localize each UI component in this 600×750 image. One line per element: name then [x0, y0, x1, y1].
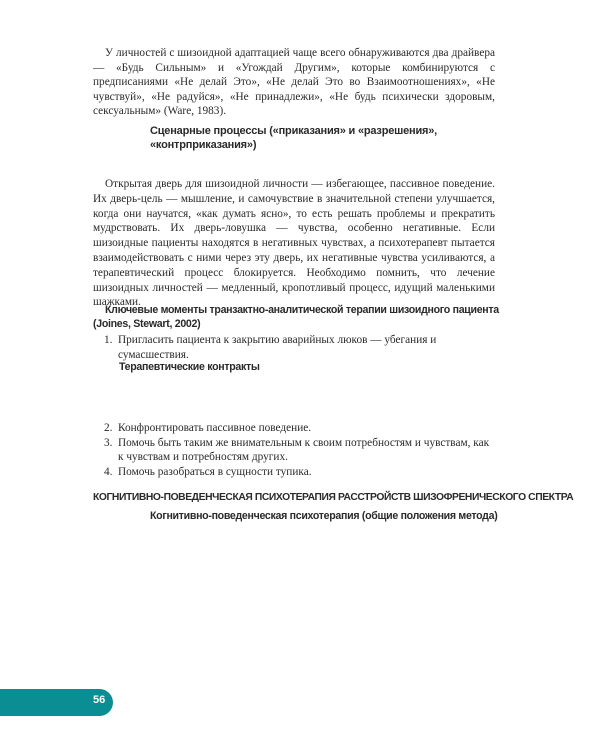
- subheading-scenario-processes: Сценарные процессы («приказания» и «разрешения», «контрприказания»): [150, 125, 438, 151]
- list-item-text: Пригласить пациента к закрытию аварийных люков — убегания и сумасшествия.: [118, 334, 437, 361]
- section-heading-cbt: КОГНИТИВНО-ПОВЕДЕНЧЕСКАЯ ПСИХОТЕРАПИЯ РАССТРОЙСТВ ШИЗОФРЕНИЧЕСКОГО СПЕКТРА: [93, 492, 574, 503]
- list-item-number: 1.: [104, 334, 113, 346]
- list-item-number: 4.: [104, 465, 113, 478]
- list-item-text: Помочь быть таким же внимательным к своим потребностям и чувствам, как к чувствам и потребностям других.: [118, 436, 490, 464]
- subheading-key-moments: Ключевые моменты транзактно-аналитической терапии шизоидного пациента (Joines, Stewart, 2002): [93, 304, 499, 330]
- list-item: [93, 465, 495, 480]
- paragraph-open-door: Открытая дверь для шизоидной личности — избегающее, пассивное поведение. Их дверь-цель — мышление, и самочувствие в значительной степени улучшается, когда они научатся, «как думать ясно», то есть решать проблемы и прекратить мудрствовать. Их дверь-ловушка — чувства, особенно негативные. Если шизоидные пациенты находятся в негативных чувствах, а психотерапевт пытается взаимодействовать с ними через эту дверь, их негативные чувства усиливаются, а терапевтический процесс блокируется. Необходимо помнить, что лечение шизоидных личностей — медленный, кропотливый процесс, идущий маленькими шажками.: [93, 178, 495, 309]
- subheading-therapeutic-contracts: Терапевтические контракты: [119, 361, 260, 373]
- list-item-text: Помочь разобраться в сущности тупика.: [118, 465, 312, 478]
- therapy-steps-list-part1: [93, 333, 495, 362]
- page-number-tab: [0, 689, 113, 716]
- subheading-cbt-method: Когнитивно-поведенческая психотерапия (общие положения метода): [150, 510, 498, 522]
- list-item: [93, 421, 495, 436]
- page-number: 56: [93, 694, 106, 706]
- list-item-number: 2.: [104, 422, 113, 434]
- therapy-steps-list-part2: [93, 421, 495, 479]
- paragraph-drivers: У личностей с шизоидной адаптацией чаще всего обнаруживаются два драйвера — «Будь Сильным» и «Угождай Другим», которые комбинируются с предписаниями «Не делай Это», «Не делай Это во Взаимоотношениях», «Не чувствуй», «Не радуйся», «Не принадлежи», «Не будь психически здоровым, сексуальным» (Ware, 1983).: [93, 47, 495, 118]
- list-item-text: Конфронтировать пассивное поведение.: [118, 422, 312, 434]
- list-item-number: 3.: [104, 436, 113, 449]
- list-item: [93, 436, 495, 465]
- list-item: [93, 333, 495, 362]
